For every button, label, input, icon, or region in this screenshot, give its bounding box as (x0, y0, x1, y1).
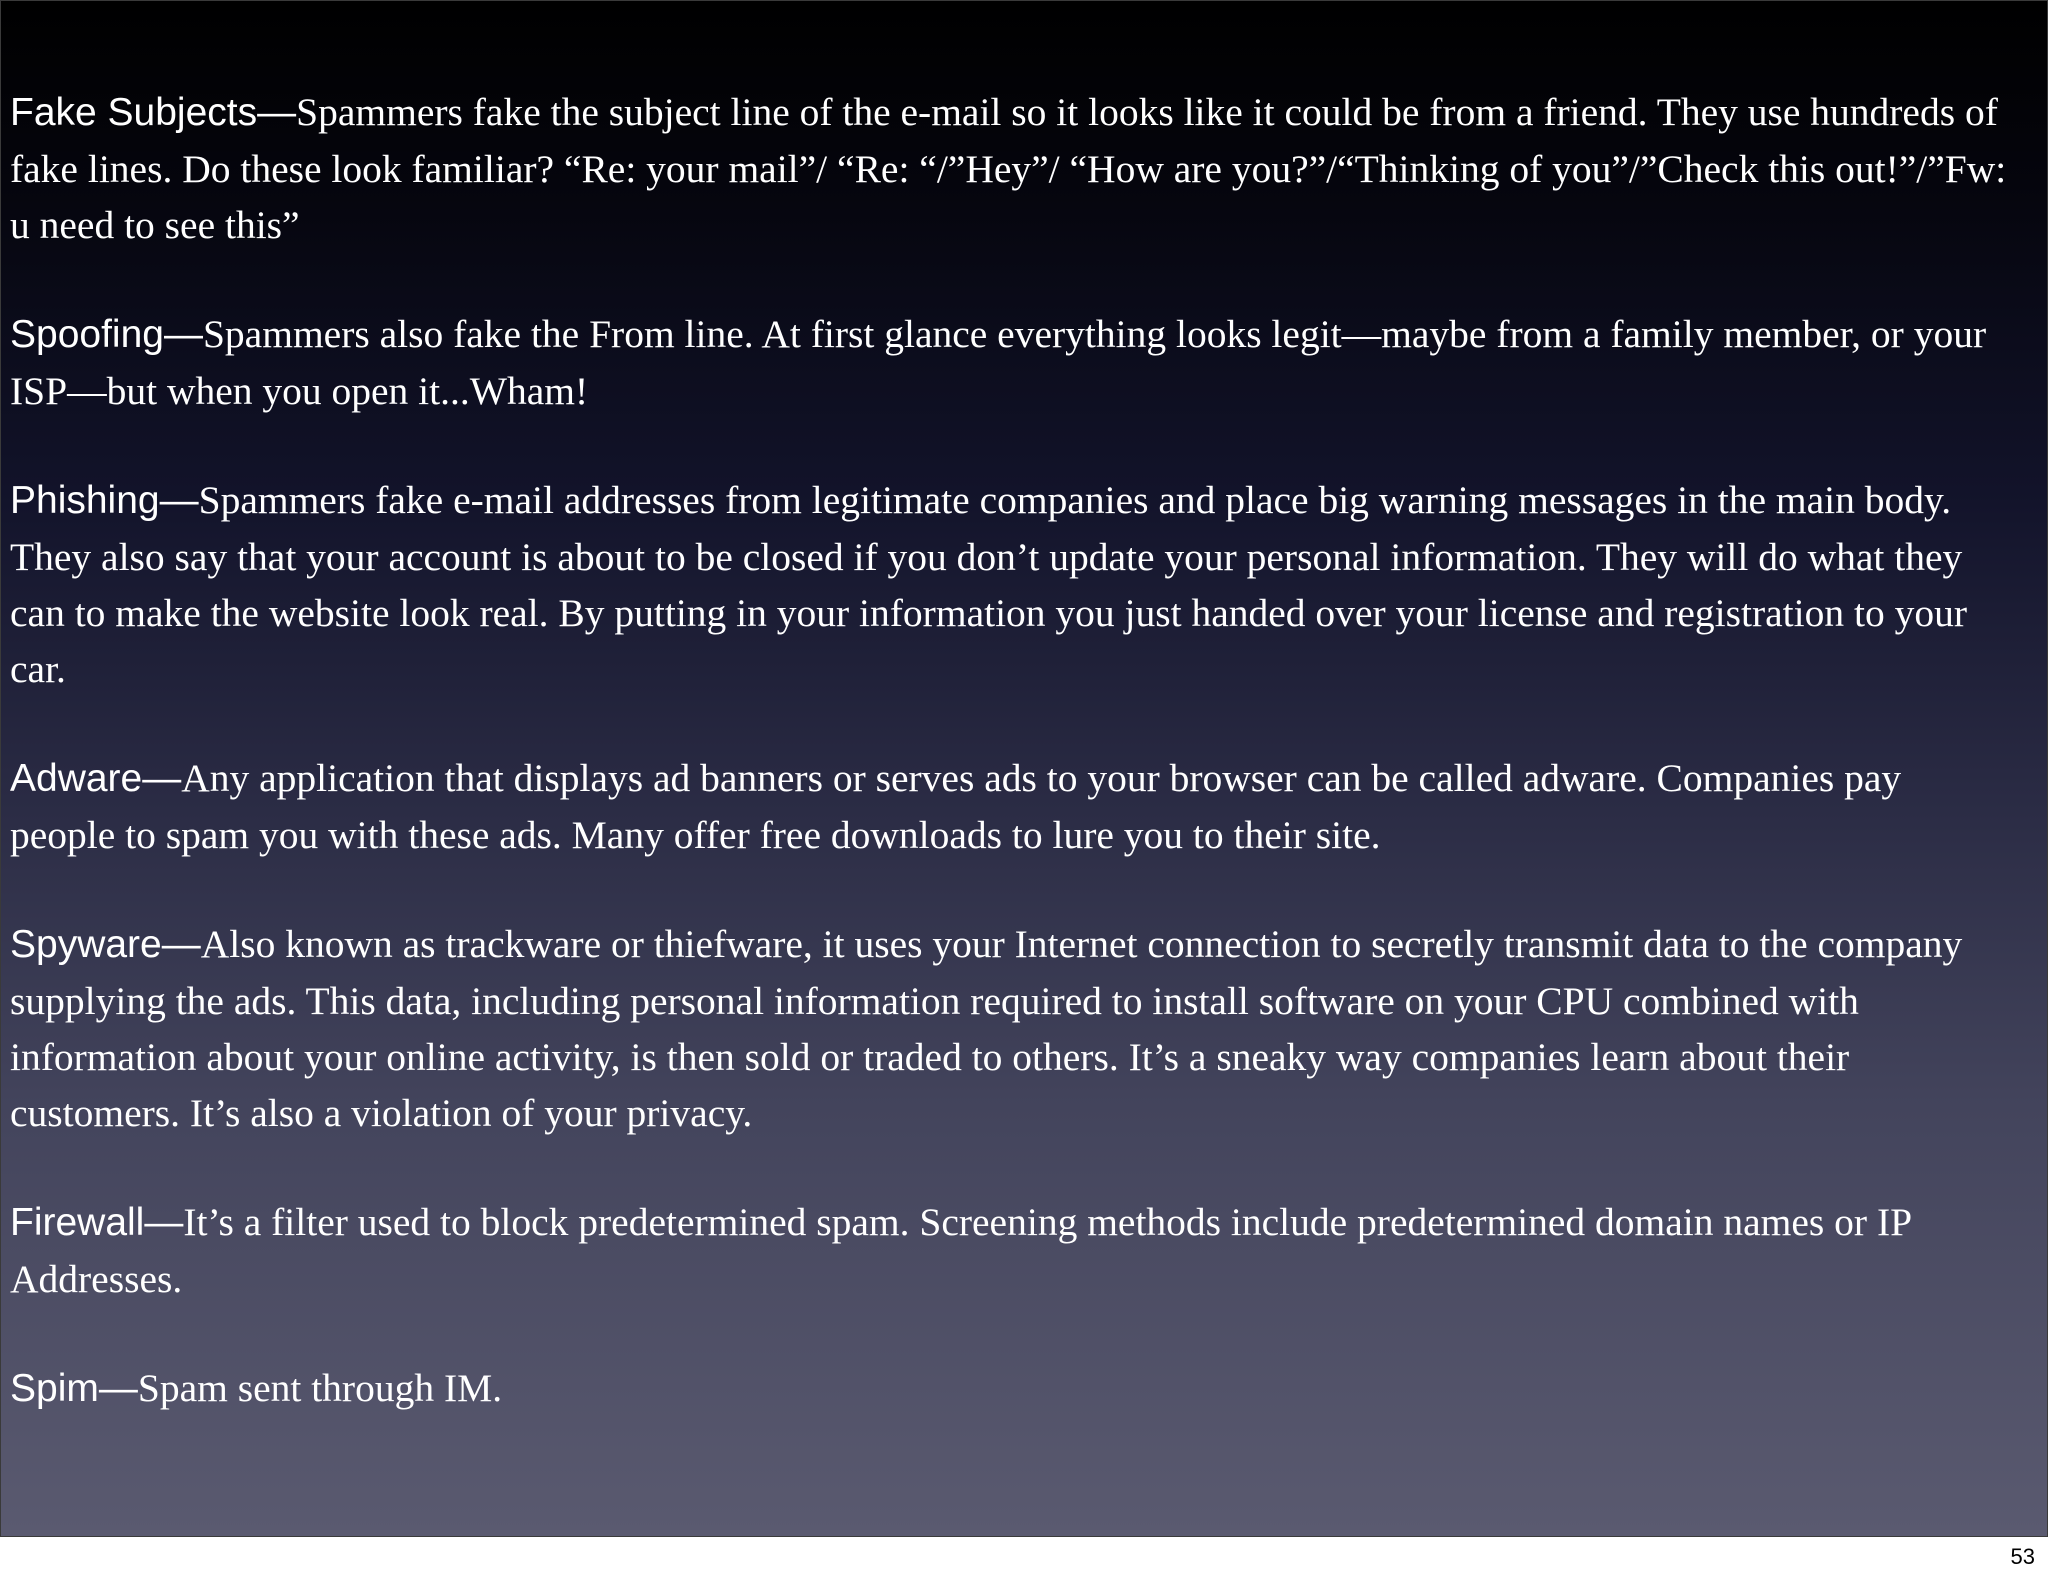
term-adware: Adware (10, 757, 143, 800)
definition-fake-subjects: Spammers fake the subject line of the e-mail so it looks like it could be from a friend. They use hundreds of fake lines. Do these look familiar? “Re: your mail”/ “Re: “/”Hey”/ “How are you?”/“Thinking of you”/”Check this out!”/”Fw: u need to see this” (10, 90, 2007, 247)
em-dash: — (257, 91, 297, 134)
em-dash: — (144, 1201, 184, 1244)
term-phishing: Phishing (10, 479, 160, 522)
glossary-entry-adware (10, 750, 2010, 863)
page-number: 53 (2010, 1544, 2035, 1569)
definition-phishing: Spammers fake e-mail addresses from legitimate companies and place big warning messages in the main body. They also say that your account is about to be closed if you don’t update your personal information. They will do what they can to make the website look real. By putting in your information you just handed over your license and registration to your car. (10, 478, 1967, 691)
glossary-entry-fake-subjects (10, 84, 2010, 253)
term-spim: Spim (10, 1367, 99, 1410)
term-fake-subjects: Fake Subjects (10, 91, 258, 134)
glossary-entry-spim (10, 1360, 2010, 1417)
glossary-entry-spoofing (10, 306, 2010, 419)
em-dash: — (159, 479, 199, 522)
em-dash: — (98, 1367, 138, 1410)
definition-spim: Spam sent through IM. (137, 1366, 503, 1410)
glossary-entry-phishing (10, 472, 2010, 697)
term-spoofing: Spoofing (10, 313, 164, 356)
em-dash: — (163, 313, 203, 356)
glossary-entry-spyware (10, 916, 2010, 1141)
em-dash: — (161, 923, 201, 966)
definition-firewall: It’s a filter used to block predetermined spam. Screening methods include predetermined domain names or IP Addresses. (10, 1200, 1911, 1301)
definition-spyware: Also known as trackware or thiefware, it uses your Internet connection to secretly transmit data to the company supplying the ads. This data, including personal information required to install software on your CPU combined with information about your online activity, is then sold or traded to others. It’s a sneaky way companies learn about their customers. It’s also a violation of your privacy. (10, 922, 1963, 1135)
definition-spoofing: Spammers also fake the From line. At first glance everything looks legit—maybe from a family member, or your ISP—but when you open it...Wham! (10, 312, 1987, 413)
definition-adware: Any application that displays ad banners or serves ads to your browser can be called adware. Companies pay people to spam you with these ads. Many offer free downloads to lure you to their site. (10, 756, 1902, 857)
term-firewall: Firewall (10, 1201, 145, 1244)
term-spyware: Spyware (10, 923, 162, 966)
glossary-entry-firewall (10, 1194, 2010, 1307)
em-dash: — (142, 757, 182, 800)
glossary-list (10, 84, 2010, 1470)
